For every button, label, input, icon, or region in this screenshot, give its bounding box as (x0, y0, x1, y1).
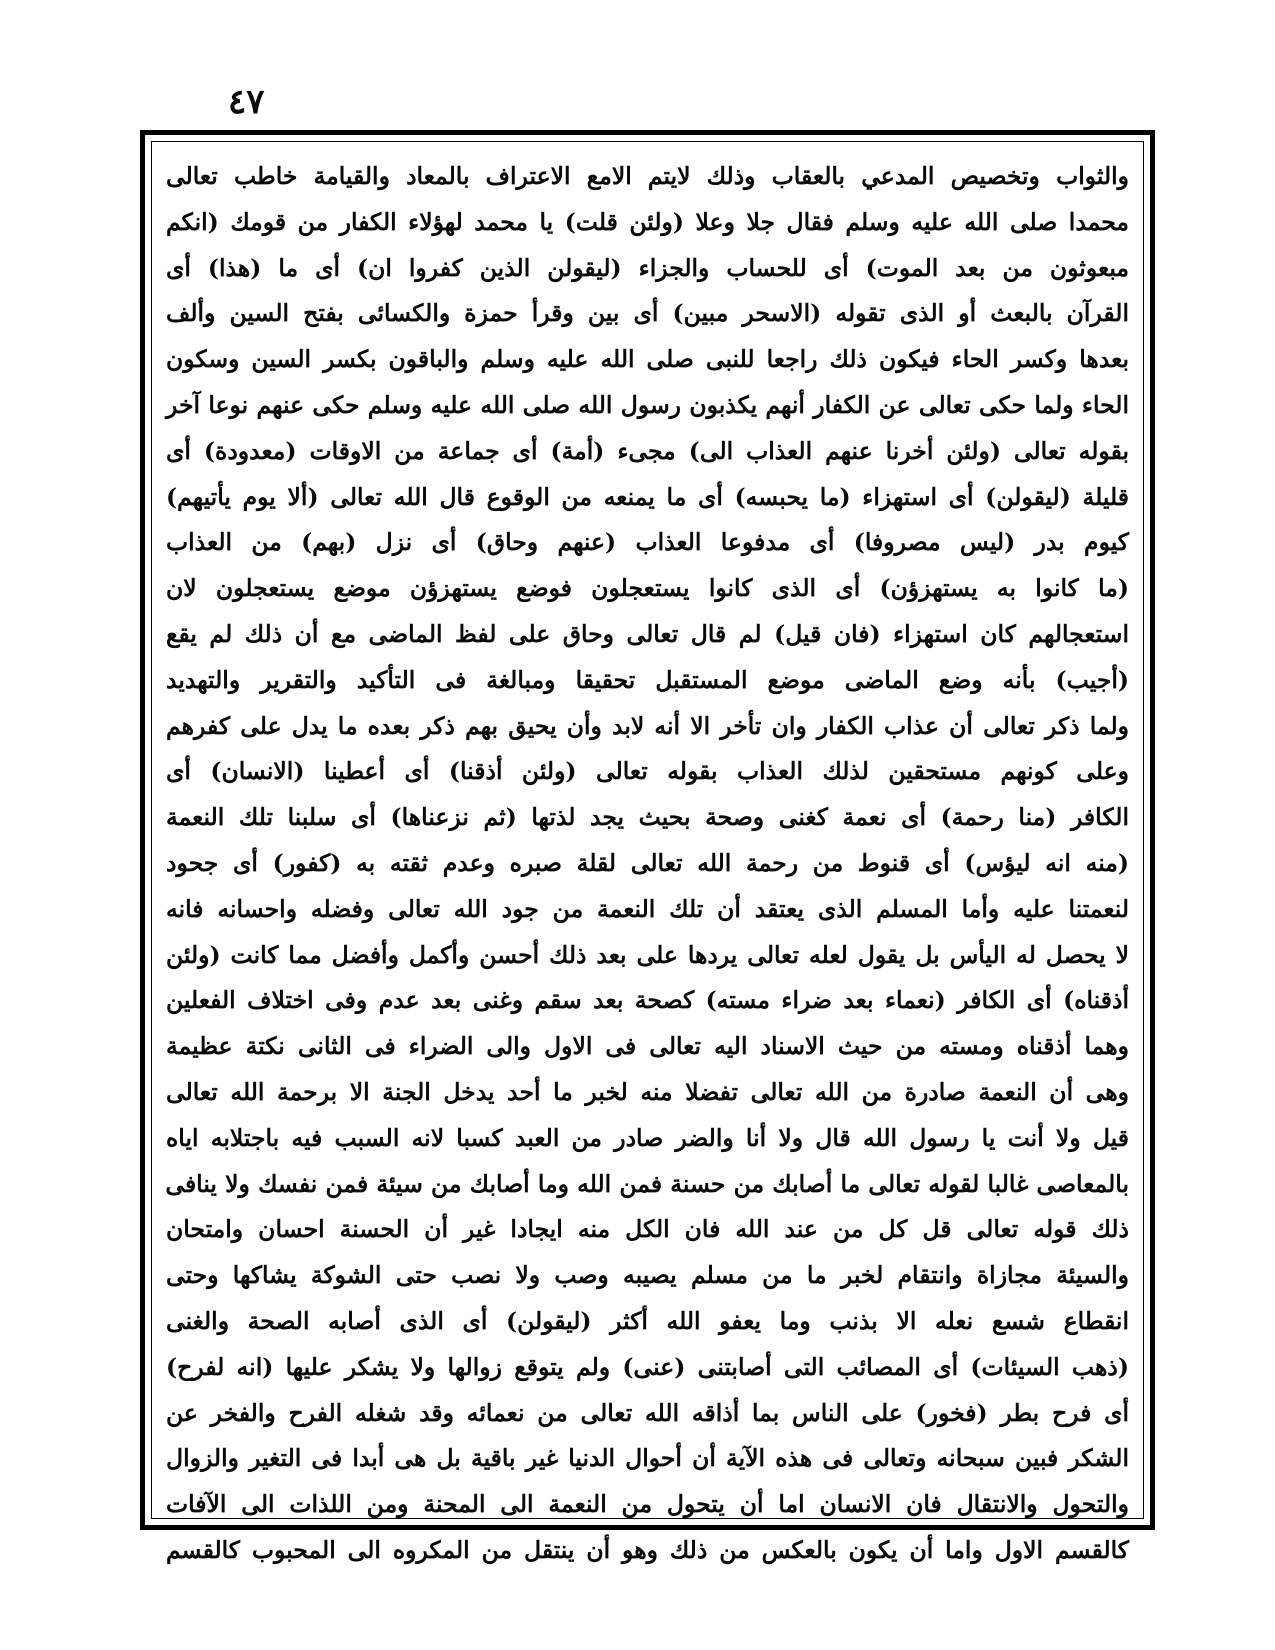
text-line: استعجالهم كان استهزاء (فان قيل) لم قال تعالى وحاق على لفظ الماضى مع أن ذلك لم يقع (166, 619, 1129, 648)
text-line: أذقناه) أى الكافر (نعماء بعد ضراء مسته) كصحة بعد سقم وغنى بعد عدم وفى اختلاف الفعلين (166, 986, 1129, 1015)
text-line: وهما أذقناه ومسته من حيث الاسناد اليه تعالى فى الاول والى الضراء فى الثانى نكتة عظيمة (166, 1032, 1129, 1061)
text-line: محمدا صلى الله عليه وسلم فقال جلا وعلا (ولئن قلت) يا محمد لهؤلاء الكفار من قومك (انكم (166, 207, 1129, 236)
text-line: ذلك قوله تعالى قل كل من عند الله فان الكل منه ايجادا غير أن الحسنة احسان وامتحان (166, 1215, 1129, 1244)
text-line: والتحول والانتقال فان الانسان اما أن يتحول من النعمة الى المحنة ومن اللذات الى الآفات (166, 1490, 1129, 1519)
text-line: والسيئة مجازاة وانتقام لخبر ما من مسلم يصيبه وصب ولا نصب حتى الشوكة يشاكها وحتى (166, 1261, 1129, 1290)
text-line: قليلة (ليقولن) أى استهزاء (ما يحبسه) أى ما يمنعه من الوقوع قال الله تعالى (ألا يوم يأتيهم) (166, 482, 1129, 511)
text-line: والثواب وتخصيص المدعي بالعقاب وذلك لايتم الامع الاعتراف بالمعاد والقيامة خاطب تعالى (166, 162, 1129, 190)
text-line: لا يحصل له اليأس بل يقول لعله تعالى يردها على بعد ذلك أحسن وأكمل وأفضل مما كانت (ولئن (166, 940, 1129, 969)
page-number: ٤٧ (228, 82, 265, 122)
text-line: بعدها وكسر الحاء فيكون ذلك راجعا للنبى صلى الله عليه وسلم والباقون بكسر السين وسكون (166, 345, 1129, 374)
text-line: (ما كانوا به يستهزؤن) أى الذى كانوا يستعجلون فوضع يستهزؤن موضع يستعجلون لان (166, 574, 1129, 603)
text-line: الشكر فبين سبحانه وتعالى فى هذه الآية أن أحوال الدنيا غير باقية بل هى أبدا فى التغير والزوال (166, 1444, 1129, 1473)
text-body (165, 154, 1129, 1564)
text-line: الكافر (منا رحمة) أى نعمة كغنى وصحة بحيث يجد لذتها (ثم نزعناها) أى سلبنا تلك النعمة (166, 803, 1129, 832)
text-line: انقطاع شسع نعله الا بذنب وما يعفو الله أكثر (ليقولن) أى الذى أصابه الصحة والغنى (166, 1306, 1129, 1335)
text-line: بقوله تعالى (ولئن أخرنا عنهم العذاب الى) مجىء (أمة) أى جماعة من الاوقات (معدودة) أى (166, 436, 1129, 465)
text-line: قيل ولا أنت يا رسول الله قال ولا أنا والضر صادر من العبد كسبا لانه السبب فيه باجتلابه اياه (166, 1123, 1129, 1152)
text-line: وهى أن النعمة صادرة من الله تعالى تفضلا منه لخبر ما أحد يدخل الجنة الا برحمة الله تعالى (166, 1077, 1129, 1106)
text-line: وعلى كونهم مستحقين لذلك العذاب بقوله تعالى (ولئن أذقنا) أى أعطينا (الانسان) أى (166, 757, 1129, 786)
text-line: لنعمتنا عليه وأما المسلم الذى يعتقد أن تلك النعمة من جود الله تعالى وفضله واحسانه فانه (166, 894, 1129, 923)
text-line: كيوم بدر (ليس مصروفا) أى مدفوعا العذاب (عنهم وحاق) أى نزل (بهم) من العذاب (166, 528, 1129, 557)
text-line: (منه انه ليؤس) أى قنوط من رحمة الله تعالى لقلة صبره وعدم ثقته به (كفور) أى جحود (166, 848, 1129, 877)
page-inner-border (151, 141, 1144, 1564)
text-line: القرآن بالبعث أو الذى تقوله (الاسحر مبين) أى بين وقرأ حمزة والكسائى بفتح السين وألف (166, 299, 1129, 328)
text-line: (ذهب السيئات) أى المصائب التى أصابتنى (عنى) ولم يتوقع زوالها ولا يشكر عليها (انه لفرح) (166, 1352, 1129, 1381)
text-line: أى فرح بطر (فخور) على الناس بما أذاقه الله تعالى من نعمائه وقد شغله الفرح والفخر عن (166, 1398, 1129, 1427)
text-line: (أجيب) بأنه وضع الماضى موضع المستقبل تحقيقا ومبالغة فى التأكيد والتقرير والتهديد (166, 665, 1129, 694)
text-line: كالقسم الاول واما أن يكون بالعكس من ذلك وهو أن ينتقل من المكروه الى المحبوب كالقسم (166, 1535, 1129, 1564)
text-line: مبعوثون من بعد الموت) أى للحساب والجزاء (ليقولن الذين كفروا ان) أى ما (هذا) أى (166, 253, 1129, 282)
text-line: الحاء ولما حكى تعالى عن الكفار أنهم يكذبون رسول الله صلى الله عليه وسلم حكى عنهم نوعا آخر (166, 390, 1129, 419)
text-line: ولما ذكر تعالى أن عذاب الكفار وان تأخر الا أنه لابد وأن يحيق بهم ذكر بعده ما يدل على كفرهم (166, 711, 1129, 740)
text-line: بالمعاصى غالبا لقوله تعالى ما أصابك من حسنة فمن الله وما أصابك من سيئة فمن نفسك ولا ينافى (165, 1169, 1129, 1198)
